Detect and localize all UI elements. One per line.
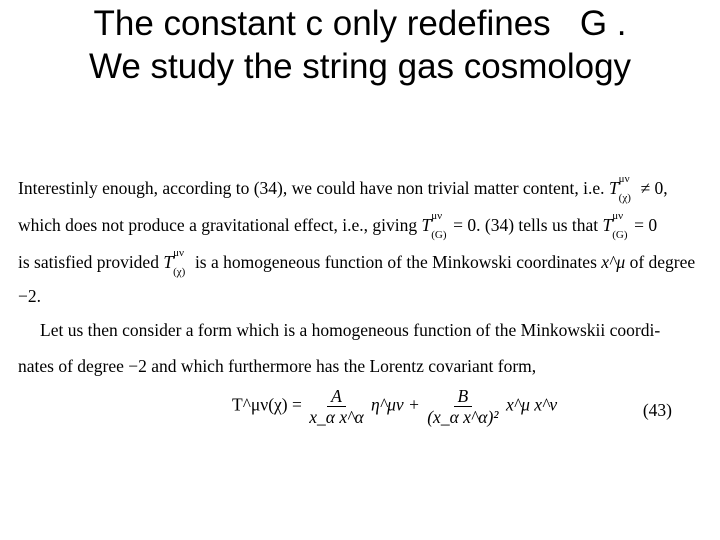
line1-tail: ≠ 0, [640,178,668,198]
tensor-t-chi [608,173,631,204]
line3-tail: is a homogeneous function of the Minkowski coordinates [194,252,597,272]
equation-number: (43) [642,400,672,420]
fraction-b [427,386,498,427]
tensor-base: T [421,215,432,235]
title-line-1: The constant c only redefines G . [93,4,627,43]
tensor-t-g [421,210,447,241]
equation-43 [232,386,557,427]
line2-tail: = 0 [634,215,658,235]
excerpt-line-1 [18,173,668,204]
excerpt-line-2 [18,210,658,241]
title-line-2: We study the string gas cosmology [88,47,632,86]
frac-a-denominator: x_α x^α [309,407,364,427]
eq-mid: η^μν + [371,394,420,415]
eq-tail: x^μ x^ν [505,394,558,415]
excerpt-line-3 [18,247,696,278]
line2-text: which does not produce a gravitational effect, i.e., giving [18,215,418,235]
tensor-sub-g: (G) [612,229,628,241]
tensor-sup: μν [618,173,630,185]
x-mu: x^μ [601,252,626,272]
paper-excerpt [18,168,696,438]
frac-a-numerator: A [327,386,346,407]
line1-text: Interestinly enough, according to (34), we could have non trivial matter content, i.e. [18,178,605,198]
frac-b-denominator: (x_α x^α)² [427,407,499,427]
tensor-base: T [163,252,174,272]
tensor-t-chi-2 [163,247,186,278]
line3-text: is satisfied provided [18,252,159,272]
fraction-a [309,386,363,427]
tensor-sup: μν [612,210,624,222]
tensor-sub-g: (G) [431,229,447,241]
excerpt-line-4: −2. [18,286,41,306]
tensor-t-g-2 [602,210,628,241]
tensor-sup: μν [173,247,184,259]
excerpt-line-6: nates of degree −2 and which furthermore has the Lorentz covariant form, [18,356,537,376]
tensor-base: T [602,215,613,235]
tensor-sub-chi: (χ) [618,192,631,204]
eq-lhs: T^μν(χ) = [232,394,302,415]
tensor-base: T [608,178,619,198]
tensor-sup: μν [431,210,443,222]
frac-b-numerator: B [454,386,473,407]
excerpt-line-5: Let us then consider a form which is a homogeneous function of the Minkowskii coordi- [40,320,661,340]
slide-title [0,2,720,88]
tensor-sub-chi: (χ) [173,266,186,278]
line3-end: of degree [629,252,696,272]
line2-mid: = 0. (34) tells us that [453,215,599,235]
